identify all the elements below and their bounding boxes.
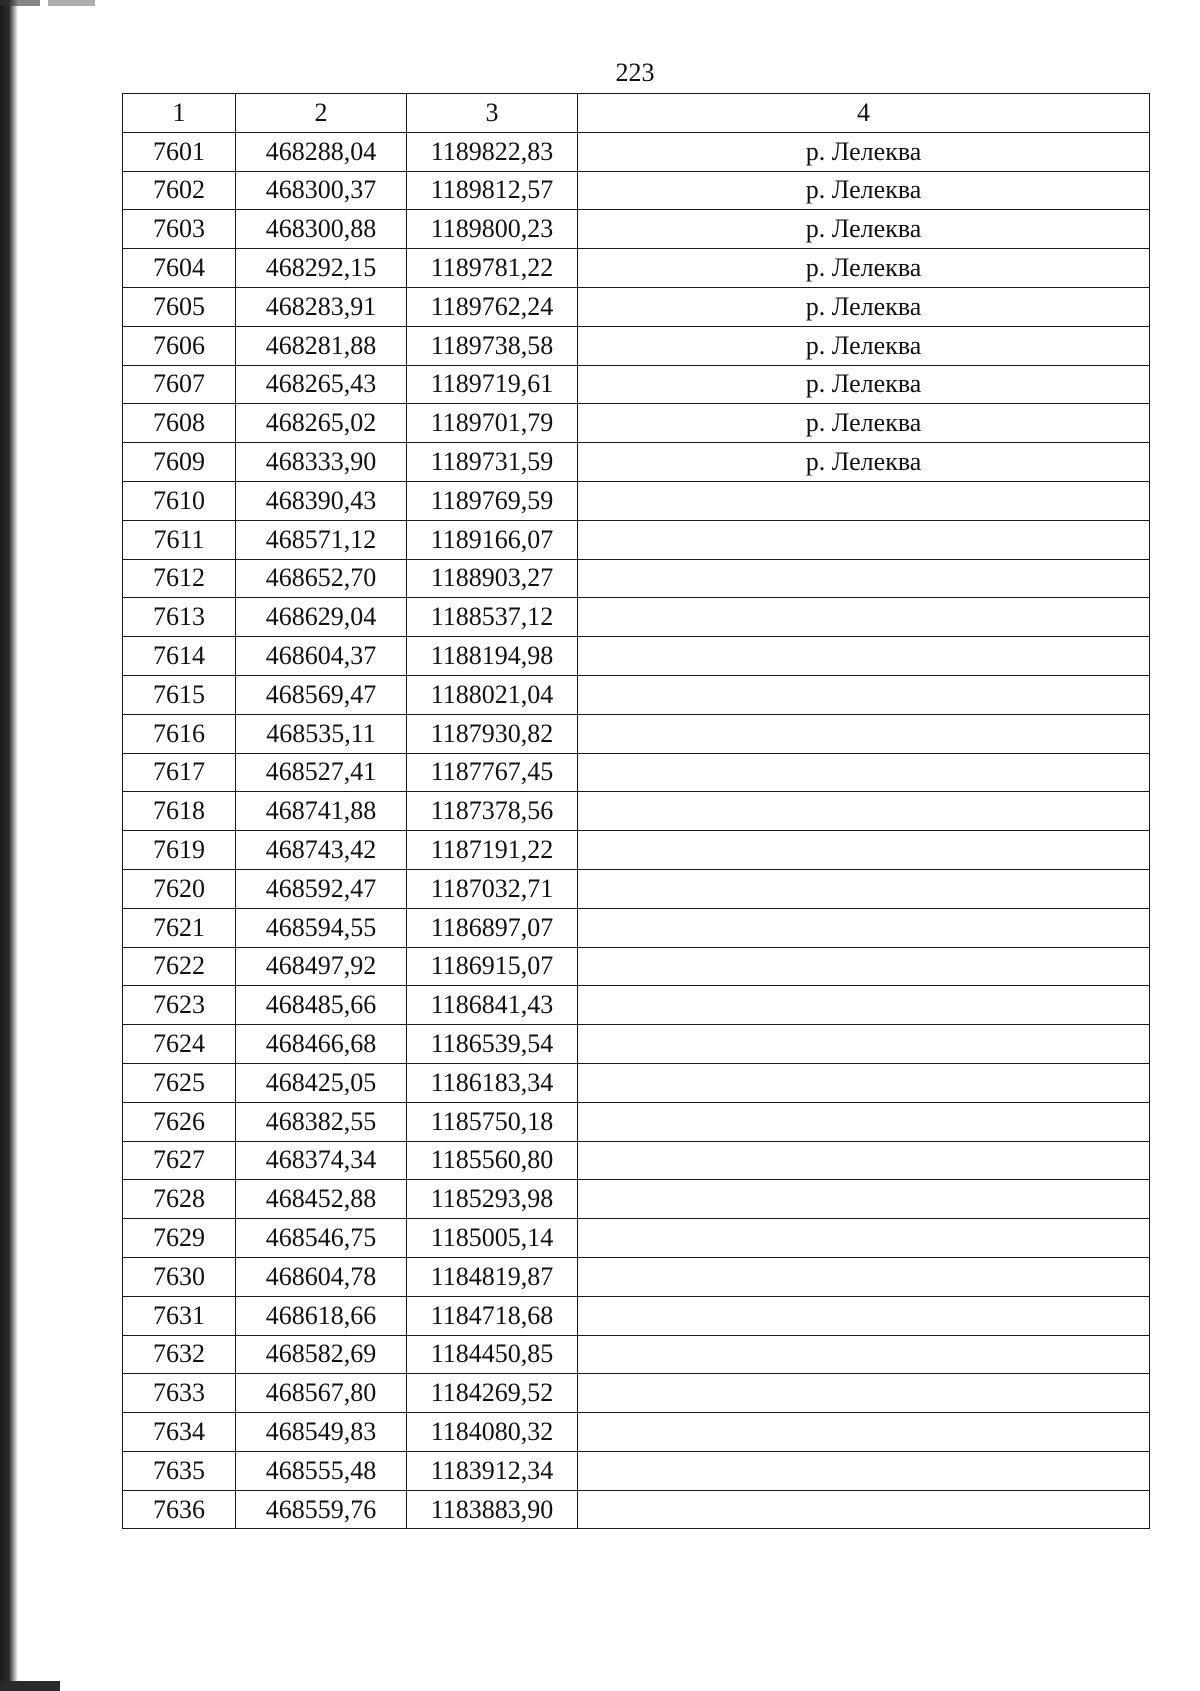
description-cell [578, 1490, 1150, 1529]
point-number-cell: 7632 [123, 1335, 236, 1374]
table-row [123, 1063, 1150, 1102]
y-coordinate-cell: 1188903,27 [407, 559, 578, 598]
point-number-cell: 7601 [123, 132, 236, 171]
point-number-cell: 7618 [123, 792, 236, 831]
y-coordinate-cell: 1187191,22 [407, 831, 578, 870]
x-coordinate-cell: 468466,68 [236, 1025, 407, 1064]
point-number-cell: 7622 [123, 947, 236, 986]
table-row [123, 792, 1150, 831]
x-coordinate-cell: 468265,02 [236, 404, 407, 443]
description-cell [578, 1413, 1150, 1452]
table-row [123, 481, 1150, 520]
x-coordinate-cell: 468592,47 [236, 869, 407, 908]
table-row [123, 520, 1150, 559]
description-cell [578, 1374, 1150, 1413]
table-row [123, 714, 1150, 753]
table-row [123, 249, 1150, 288]
x-coordinate-cell: 468546,75 [236, 1219, 407, 1258]
x-coordinate-cell: 468288,04 [236, 132, 407, 171]
y-coordinate-cell: 1186539,54 [407, 1025, 578, 1064]
point-number-cell: 7624 [123, 1025, 236, 1064]
header-cell-2: 2 [236, 94, 407, 133]
x-coordinate-cell: 468300,37 [236, 171, 407, 210]
point-number-cell: 7605 [123, 287, 236, 326]
y-coordinate-cell: 1183912,34 [407, 1451, 578, 1490]
table-row [123, 1335, 1150, 1374]
point-number-cell: 7613 [123, 598, 236, 637]
y-coordinate-cell: 1187767,45 [407, 753, 578, 792]
x-coordinate-cell: 468594,55 [236, 908, 407, 947]
x-coordinate-cell: 468333,90 [236, 443, 407, 482]
y-coordinate-cell: 1189762,24 [407, 287, 578, 326]
description-cell [578, 1296, 1150, 1335]
x-coordinate-cell: 468741,88 [236, 792, 407, 831]
x-coordinate-cell: 468485,66 [236, 986, 407, 1025]
description-cell [578, 559, 1150, 598]
description-cell [578, 1102, 1150, 1141]
x-coordinate-cell: 468569,47 [236, 675, 407, 714]
header-row [123, 94, 1150, 133]
table-row [123, 287, 1150, 326]
description-cell [578, 1219, 1150, 1258]
table-row [123, 831, 1150, 870]
point-number-cell: 7612 [123, 559, 236, 598]
table-row [123, 986, 1150, 1025]
x-coordinate-cell: 468571,12 [236, 520, 407, 559]
description-cell [578, 637, 1150, 676]
scan-edge-shadow [0, 0, 18, 1691]
point-number-cell: 7619 [123, 831, 236, 870]
y-coordinate-cell: 1184819,87 [407, 1257, 578, 1296]
table-row [123, 1374, 1150, 1413]
y-coordinate-cell: 1184450,85 [407, 1335, 578, 1374]
table-row [123, 443, 1150, 482]
description-cell [578, 792, 1150, 831]
y-coordinate-cell: 1186183,34 [407, 1063, 578, 1102]
description-cell: р. Лелеква [578, 404, 1150, 443]
table-row [123, 1141, 1150, 1180]
table-row [123, 559, 1150, 598]
point-number-cell: 7628 [123, 1180, 236, 1219]
point-number-cell: 7630 [123, 1257, 236, 1296]
table-row [123, 1413, 1150, 1452]
table-row [123, 598, 1150, 637]
description-cell [578, 753, 1150, 792]
point-number-cell: 7636 [123, 1490, 236, 1529]
y-coordinate-cell: 1187032,71 [407, 869, 578, 908]
x-coordinate-cell: 468604,37 [236, 637, 407, 676]
table-row [123, 1102, 1150, 1141]
point-number-cell: 7604 [123, 249, 236, 288]
y-coordinate-cell: 1186915,07 [407, 947, 578, 986]
scan-edge-bottom-shadow [0, 1681, 60, 1691]
description-cell [578, 481, 1150, 520]
table-row [123, 637, 1150, 676]
y-coordinate-cell: 1188021,04 [407, 675, 578, 714]
y-coordinate-cell: 1189781,22 [407, 249, 578, 288]
header-cell-1: 1 [123, 94, 236, 133]
point-number-cell: 7616 [123, 714, 236, 753]
description-cell: р. Лелеква [578, 132, 1150, 171]
y-coordinate-cell: 1184718,68 [407, 1296, 578, 1335]
x-coordinate-cell: 468743,42 [236, 831, 407, 870]
x-coordinate-cell: 468425,05 [236, 1063, 407, 1102]
x-coordinate-cell: 468452,88 [236, 1180, 407, 1219]
table-row [123, 675, 1150, 714]
y-coordinate-cell: 1189731,59 [407, 443, 578, 482]
description-cell [578, 598, 1150, 637]
table-row [123, 1219, 1150, 1258]
description-cell: р. Лелеква [578, 443, 1150, 482]
y-coordinate-cell: 1189719,61 [407, 365, 578, 404]
x-coordinate-cell: 468549,83 [236, 1413, 407, 1452]
y-coordinate-cell: 1189769,59 [407, 481, 578, 520]
x-coordinate-cell: 468535,11 [236, 714, 407, 753]
point-number-cell: 7607 [123, 365, 236, 404]
y-coordinate-cell: 1188537,12 [407, 598, 578, 637]
x-coordinate-cell: 468283,91 [236, 287, 407, 326]
description-cell [578, 1141, 1150, 1180]
x-coordinate-cell: 468374,34 [236, 1141, 407, 1180]
x-coordinate-cell: 468300,88 [236, 210, 407, 249]
table-row [123, 365, 1150, 404]
y-coordinate-cell: 1183883,90 [407, 1490, 578, 1529]
x-coordinate-cell: 468559,76 [236, 1490, 407, 1529]
description-cell [578, 947, 1150, 986]
y-coordinate-cell: 1186897,07 [407, 908, 578, 947]
table-row [123, 947, 1150, 986]
header-cell-3: 3 [407, 94, 578, 133]
y-coordinate-cell: 1184269,52 [407, 1374, 578, 1413]
description-cell [578, 675, 1150, 714]
y-coordinate-cell: 1189738,58 [407, 326, 578, 365]
table-row [123, 753, 1150, 792]
description-cell [578, 1335, 1150, 1374]
x-coordinate-cell: 468555,48 [236, 1451, 407, 1490]
table-row [123, 1025, 1150, 1064]
scan-top-mark [0, 0, 95, 6]
table-row [123, 132, 1150, 171]
point-number-cell: 7614 [123, 637, 236, 676]
description-cell: р. Лелеква [578, 365, 1150, 404]
x-coordinate-cell: 468390,43 [236, 481, 407, 520]
x-coordinate-cell: 468567,80 [236, 1374, 407, 1413]
x-coordinate-cell: 468292,15 [236, 249, 407, 288]
x-coordinate-cell: 468604,78 [236, 1257, 407, 1296]
y-coordinate-cell: 1185005,14 [407, 1219, 578, 1258]
y-coordinate-cell: 1189166,07 [407, 520, 578, 559]
y-coordinate-cell: 1185560,80 [407, 1141, 578, 1180]
point-number-cell: 7633 [123, 1374, 236, 1413]
point-number-cell: 7615 [123, 675, 236, 714]
x-coordinate-cell: 468618,66 [236, 1296, 407, 1335]
point-number-cell: 7621 [123, 908, 236, 947]
point-number-cell: 7623 [123, 986, 236, 1025]
description-cell [578, 908, 1150, 947]
y-coordinate-cell: 1189800,23 [407, 210, 578, 249]
point-number-cell: 7631 [123, 1296, 236, 1335]
description-cell [578, 714, 1150, 753]
description-cell: р. Лелеква [578, 326, 1150, 365]
point-number-cell: 7609 [123, 443, 236, 482]
table-row [123, 210, 1150, 249]
table-row [123, 908, 1150, 947]
coordinates-table [122, 93, 1150, 1529]
y-coordinate-cell: 1189822,83 [407, 132, 578, 171]
description-cell [578, 1180, 1150, 1219]
y-coordinate-cell: 1187378,56 [407, 792, 578, 831]
header-cell-4: 4 [578, 94, 1150, 133]
table-row [123, 404, 1150, 443]
page-number: 223 [615, 58, 655, 87]
description-cell: р. Лелеква [578, 210, 1150, 249]
point-number-cell: 7617 [123, 753, 236, 792]
y-coordinate-cell: 1188194,98 [407, 637, 578, 676]
description-cell: р. Лелеква [578, 171, 1150, 210]
point-number-cell: 7634 [123, 1413, 236, 1452]
description-cell [578, 831, 1150, 870]
x-coordinate-cell: 468582,69 [236, 1335, 407, 1374]
y-coordinate-cell: 1185750,18 [407, 1102, 578, 1141]
table-row [123, 869, 1150, 908]
description-cell: р. Лелеква [578, 249, 1150, 288]
table-row [123, 326, 1150, 365]
x-coordinate-cell: 468265,43 [236, 365, 407, 404]
description-cell [578, 986, 1150, 1025]
x-coordinate-cell: 468652,70 [236, 559, 407, 598]
description-cell: р. Лелеква [578, 287, 1150, 326]
description-cell [578, 1451, 1150, 1490]
y-coordinate-cell: 1186841,43 [407, 986, 578, 1025]
y-coordinate-cell: 1185293,98 [407, 1180, 578, 1219]
x-coordinate-cell: 468382,55 [236, 1102, 407, 1141]
description-cell [578, 520, 1150, 559]
point-number-cell: 7620 [123, 869, 236, 908]
point-number-cell: 7629 [123, 1219, 236, 1258]
point-number-cell: 7625 [123, 1063, 236, 1102]
point-number-cell: 7627 [123, 1141, 236, 1180]
x-coordinate-cell: 468527,41 [236, 753, 407, 792]
table-row [123, 1451, 1150, 1490]
table-body [123, 132, 1150, 1529]
x-coordinate-cell: 468281,88 [236, 326, 407, 365]
description-cell [578, 1257, 1150, 1296]
table-row [123, 1490, 1150, 1529]
y-coordinate-cell: 1189812,57 [407, 171, 578, 210]
point-number-cell: 7610 [123, 481, 236, 520]
point-number-cell: 7635 [123, 1451, 236, 1490]
table-row [123, 1180, 1150, 1219]
point-number-cell: 7606 [123, 326, 236, 365]
x-coordinate-cell: 468629,04 [236, 598, 407, 637]
table-row [123, 171, 1150, 210]
table-row [123, 1257, 1150, 1296]
description-cell [578, 869, 1150, 908]
table-row [123, 1296, 1150, 1335]
description-cell [578, 1063, 1150, 1102]
description-cell [578, 1025, 1150, 1064]
y-coordinate-cell: 1187930,82 [407, 714, 578, 753]
point-number-cell: 7603 [123, 210, 236, 249]
point-number-cell: 7626 [123, 1102, 236, 1141]
x-coordinate-cell: 468497,92 [236, 947, 407, 986]
point-number-cell: 7602 [123, 171, 236, 210]
y-coordinate-cell: 1184080,32 [407, 1413, 578, 1452]
point-number-cell: 7608 [123, 404, 236, 443]
y-coordinate-cell: 1189701,79 [407, 404, 578, 443]
point-number-cell: 7611 [123, 520, 236, 559]
